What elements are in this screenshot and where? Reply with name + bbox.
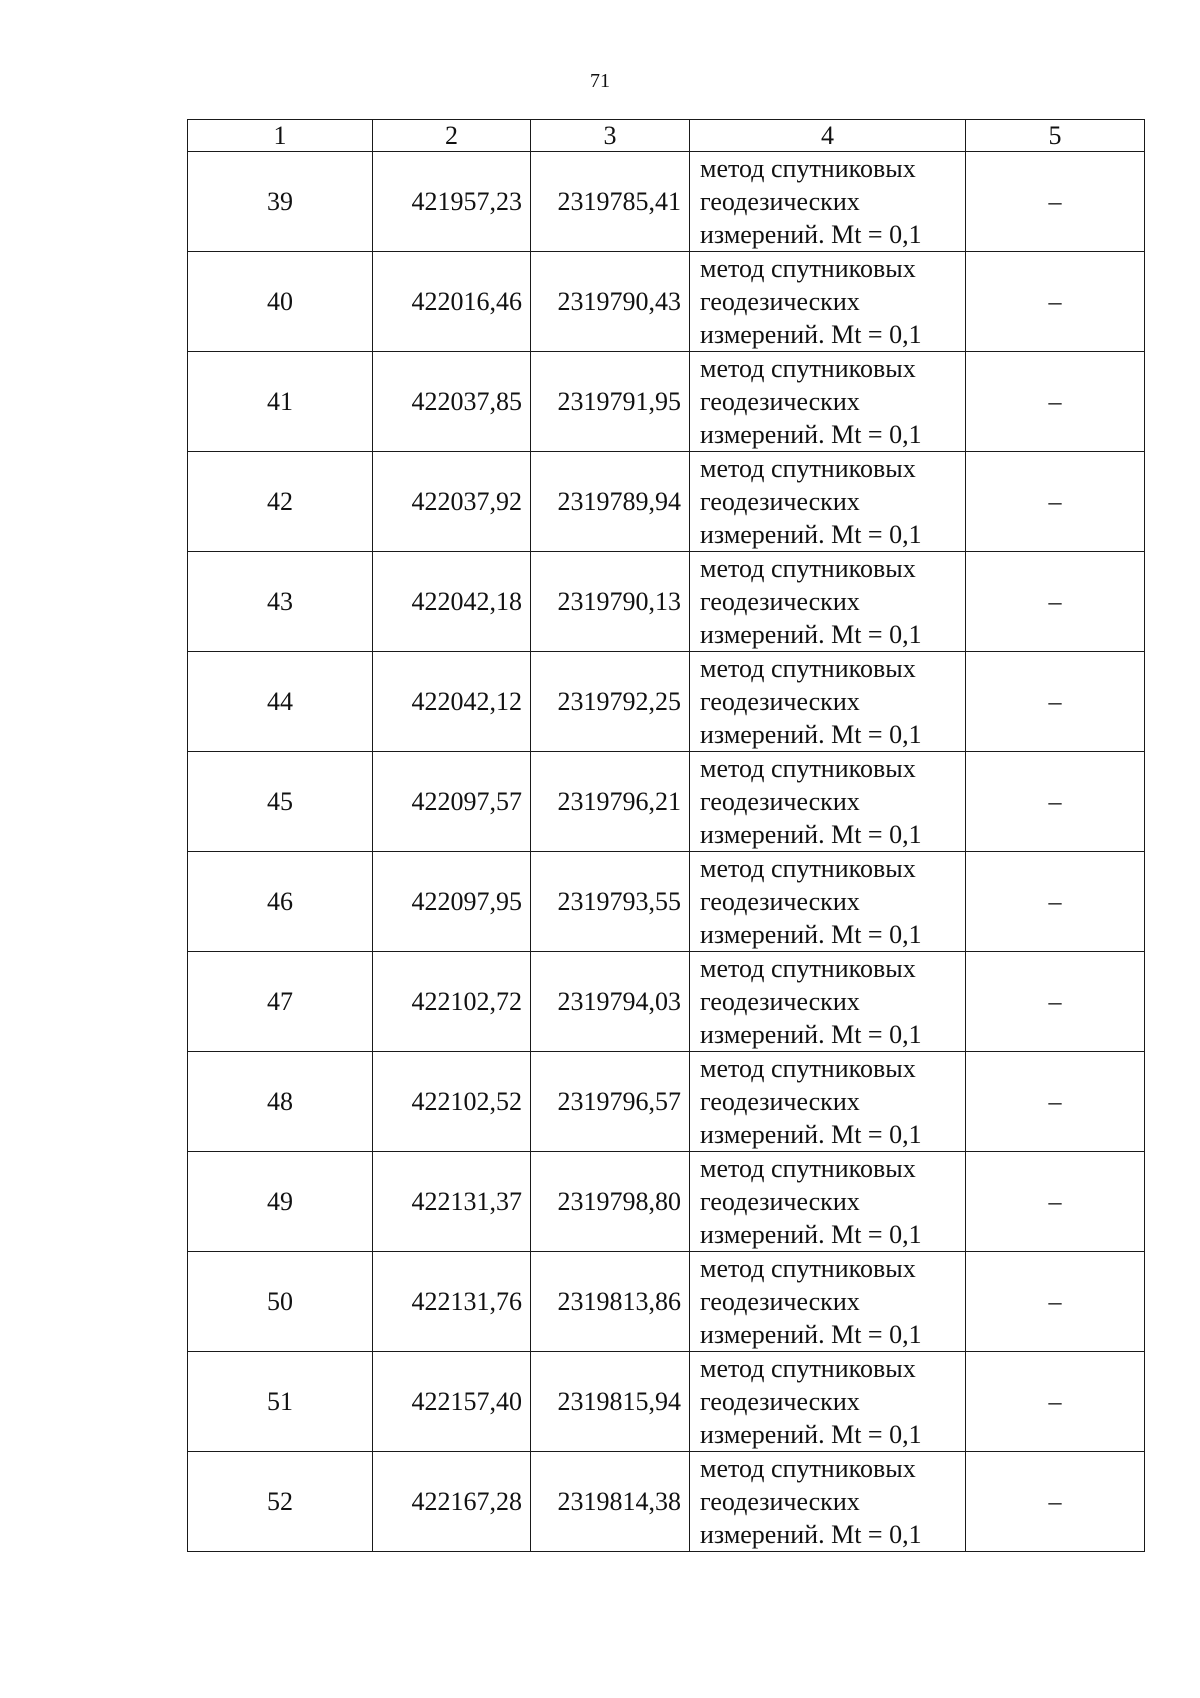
y-coordinate-cell: 2319813,86: [531, 1252, 690, 1352]
method-line: измерений. Mt = 0,1: [700, 420, 922, 449]
x-coordinate-cell: 422097,95: [373, 852, 531, 952]
note-cell: –: [966, 252, 1145, 352]
method-line: геодезических: [700, 687, 860, 716]
method-line: геодезических: [700, 887, 860, 916]
method-line: метод спутниковых: [700, 254, 916, 283]
table-row: [188, 1052, 1145, 1152]
column-header-5: 5: [966, 120, 1145, 152]
note-cell: –: [966, 852, 1145, 952]
table-header-row: [188, 120, 1145, 152]
method-line: метод спутниковых: [700, 754, 916, 783]
x-coordinate-cell: 422042,18: [373, 552, 531, 652]
x-coordinate-cell: 422042,12: [373, 652, 531, 752]
method-cell: [690, 252, 966, 352]
note-cell: –: [966, 1152, 1145, 1252]
table-row: [188, 852, 1145, 952]
point-number-cell: 51: [188, 1352, 373, 1452]
table-row: [188, 952, 1145, 1052]
method-line: метод спутниковых: [700, 1454, 916, 1483]
point-number-cell: 52: [188, 1452, 373, 1552]
point-number-cell: 42: [188, 452, 373, 552]
note-cell: –: [966, 752, 1145, 852]
y-coordinate-cell: 2319798,80: [531, 1152, 690, 1252]
x-coordinate-cell: 422037,92: [373, 452, 531, 552]
method-line: геодезических: [700, 787, 860, 816]
y-coordinate-cell: 2319790,13: [531, 552, 690, 652]
y-coordinate-cell: 2319815,94: [531, 1352, 690, 1452]
table-row: [188, 1152, 1145, 1252]
note-cell: –: [966, 652, 1145, 752]
coordinates-table: [187, 119, 1145, 1552]
x-coordinate-cell: 422102,52: [373, 1052, 531, 1152]
method-line: измерений. Mt = 0,1: [700, 520, 922, 549]
page-number: 71: [590, 70, 610, 92]
method-cell: [690, 452, 966, 552]
method-line: метод спутниковых: [700, 654, 916, 683]
method-cell: [690, 1152, 966, 1252]
y-coordinate-cell: 2319814,38: [531, 1452, 690, 1552]
y-coordinate-cell: 2319790,43: [531, 252, 690, 352]
method-line: геодезических: [700, 187, 860, 216]
method-cell: [690, 952, 966, 1052]
column-header-1: 1: [188, 120, 373, 152]
table-row: [188, 252, 1145, 352]
x-coordinate-cell: 422157,40: [373, 1352, 531, 1452]
table-row: [188, 152, 1145, 252]
note-cell: –: [966, 1452, 1145, 1552]
y-coordinate-cell: 2319794,03: [531, 952, 690, 1052]
method-line: геодезических: [700, 487, 860, 516]
note-cell: –: [966, 1252, 1145, 1352]
method-line: метод спутниковых: [700, 554, 916, 583]
x-coordinate-cell: 422131,76: [373, 1252, 531, 1352]
note-cell: –: [966, 552, 1145, 652]
method-line: геодезических: [700, 287, 860, 316]
column-header-2: 2: [373, 120, 531, 152]
y-coordinate-cell: 2319791,95: [531, 352, 690, 452]
table-row: [188, 352, 1145, 452]
y-coordinate-cell: 2319796,21: [531, 752, 690, 852]
method-line: измерений. Mt = 0,1: [700, 720, 922, 749]
method-line: метод спутниковых: [700, 1354, 916, 1383]
method-line: измерений. Mt = 0,1: [700, 920, 922, 949]
point-number-cell: 39: [188, 152, 373, 252]
point-number-cell: 41: [188, 352, 373, 452]
method-line: геодезических: [700, 987, 860, 1016]
x-coordinate-cell: 422097,57: [373, 752, 531, 852]
method-cell: [690, 852, 966, 952]
method-cell: [690, 1452, 966, 1552]
method-line: измерений. Mt = 0,1: [700, 220, 922, 249]
point-number-cell: 50: [188, 1252, 373, 1352]
method-cell: [690, 1352, 966, 1452]
method-cell: [690, 752, 966, 852]
table-row: [188, 752, 1145, 852]
method-line: метод спутниковых: [700, 354, 916, 383]
method-cell: [690, 552, 966, 652]
table-row: [188, 1452, 1145, 1552]
table-row: [188, 1352, 1145, 1452]
method-line: геодезических: [700, 1087, 860, 1116]
method-line: метод спутниковых: [700, 1054, 916, 1083]
method-line: метод спутниковых: [700, 954, 916, 983]
point-number-cell: 48: [188, 1052, 373, 1152]
x-coordinate-cell: 422131,37: [373, 1152, 531, 1252]
method-cell: [690, 1252, 966, 1352]
method-cell: [690, 652, 966, 752]
column-header-4: 4: [690, 120, 966, 152]
note-cell: –: [966, 1052, 1145, 1152]
method-line: геодезических: [700, 387, 860, 416]
note-cell: –: [966, 352, 1145, 452]
method-line: геодезических: [700, 1187, 860, 1216]
table-row: [188, 1252, 1145, 1352]
point-number-cell: 45: [188, 752, 373, 852]
y-coordinate-cell: 2319789,94: [531, 452, 690, 552]
method-line: измерений. Mt = 0,1: [700, 1320, 922, 1349]
point-number-cell: 47: [188, 952, 373, 1052]
method-line: метод спутниковых: [700, 454, 916, 483]
column-header-3: 3: [531, 120, 690, 152]
point-number-cell: 43: [188, 552, 373, 652]
method-line: измерений. Mt = 0,1: [700, 1420, 922, 1449]
x-coordinate-cell: 421957,23: [373, 152, 531, 252]
table-row: [188, 552, 1145, 652]
table-row: [188, 452, 1145, 552]
method-line: измерений. Mt = 0,1: [700, 1020, 922, 1049]
point-number-cell: 40: [188, 252, 373, 352]
note-cell: –: [966, 452, 1145, 552]
method-line: геодезических: [700, 587, 860, 616]
method-line: измерений. Mt = 0,1: [700, 620, 922, 649]
method-line: измерений. Mt = 0,1: [700, 1520, 922, 1549]
note-cell: –: [966, 152, 1145, 252]
note-cell: –: [966, 1352, 1145, 1452]
point-number-cell: 49: [188, 1152, 373, 1252]
method-cell: [690, 152, 966, 252]
table-row: [188, 652, 1145, 752]
note-cell: –: [966, 952, 1145, 1052]
method-line: измерений. Mt = 0,1: [700, 320, 922, 349]
method-line: метод спутниковых: [700, 1254, 916, 1283]
y-coordinate-cell: 2319785,41: [531, 152, 690, 252]
method-line: геодезических: [700, 1487, 860, 1516]
method-line: измерений. Mt = 0,1: [700, 1120, 922, 1149]
point-number-cell: 46: [188, 852, 373, 952]
x-coordinate-cell: 422102,72: [373, 952, 531, 1052]
method-line: метод спутниковых: [700, 1154, 916, 1183]
point-number-cell: 44: [188, 652, 373, 752]
x-coordinate-cell: 422167,28: [373, 1452, 531, 1552]
method-line: геодезических: [700, 1387, 860, 1416]
y-coordinate-cell: 2319792,25: [531, 652, 690, 752]
method-line: геодезических: [700, 1287, 860, 1316]
method-line: метод спутниковых: [700, 154, 916, 183]
method-line: измерений. Mt = 0,1: [700, 820, 922, 849]
y-coordinate-cell: 2319796,57: [531, 1052, 690, 1152]
x-coordinate-cell: 422037,85: [373, 352, 531, 452]
method-line: измерений. Mt = 0,1: [700, 1220, 922, 1249]
method-cell: [690, 1052, 966, 1152]
x-coordinate-cell: 422016,46: [373, 252, 531, 352]
method-cell: [690, 352, 966, 452]
method-line: метод спутниковых: [700, 854, 916, 883]
y-coordinate-cell: 2319793,55: [531, 852, 690, 952]
